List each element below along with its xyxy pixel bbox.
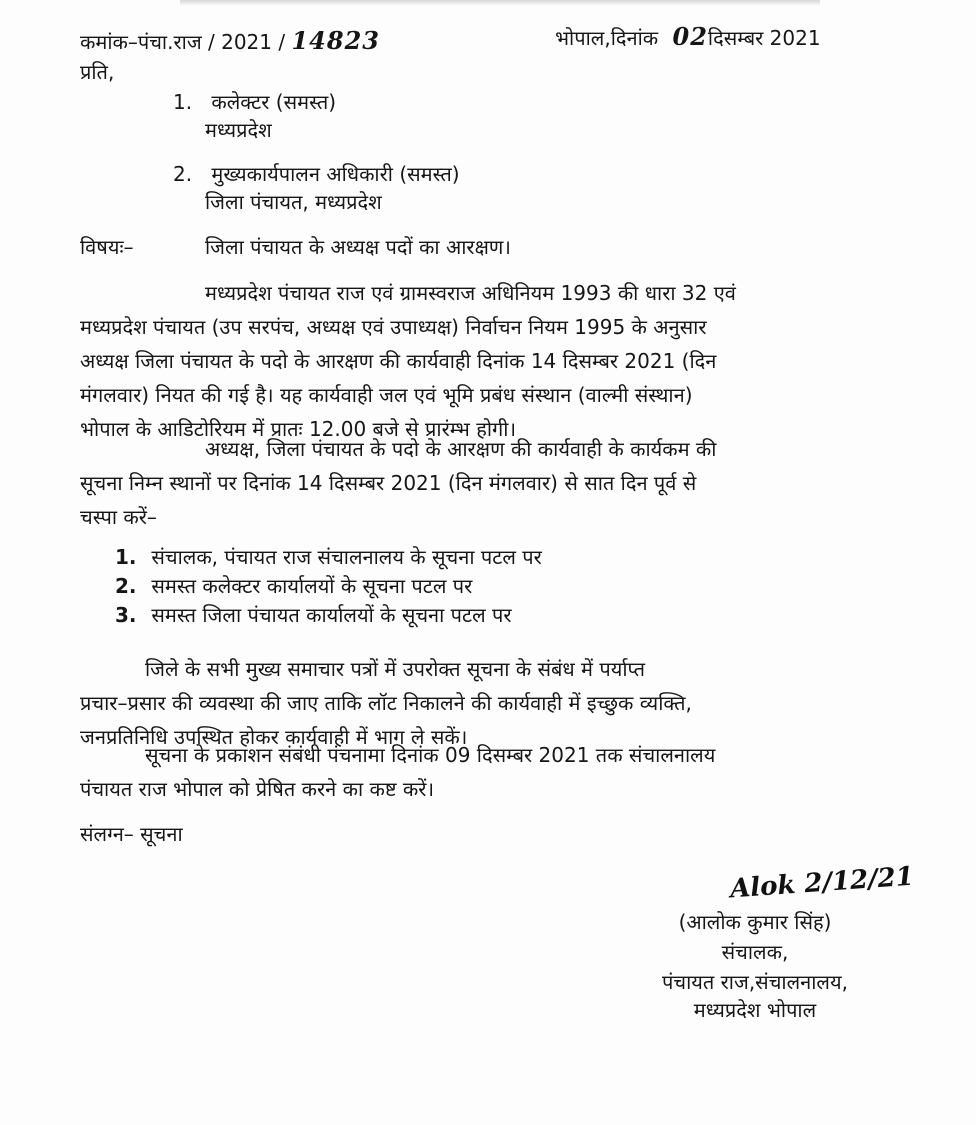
place-item-text: समस्त जिला पंचायत कार्यालयों के सूचना पटल पर	[151, 603, 512, 627]
place-item-3	[115, 601, 512, 628]
paragraph-3-line: जिले के सभी मुख्य समाचार पत्रों में उपरोक्त सूचना के संबंध में पर्याप्त	[145, 657, 646, 681]
handwritten-signature: Alok 2/12/21	[729, 861, 915, 905]
place-item-text: समस्त कलेक्टर कार्यालयों के सूचना पटल पर	[151, 574, 473, 598]
place-item-1	[115, 543, 542, 570]
salutation: प्रति,	[80, 60, 115, 84]
recipient-2-number: 2.	[173, 162, 193, 186]
place-item-number: 3.	[115, 603, 137, 627]
paragraph-1-line: मध्यप्रदेश पंचायत राज एवं ग्रामस्वराज अधिनियम 1993 की धारा 32 एवं	[205, 281, 736, 305]
recipient-2-line1: मुख्यकार्यपालन अधिकारी (समस्त)	[211, 162, 460, 186]
recipient-1	[173, 88, 336, 115]
place-item-text: संचालक, पंचायत राज संचालनालय के सूचना पटल पर	[151, 545, 542, 569]
signatory-office: पंचायत राज,संचालनालय,	[662, 970, 848, 994]
subject-text: जिला पंचायत के अध्यक्ष पदों का आरक्षण।	[205, 235, 511, 259]
paragraph-3-line: जनप्रतिनिधि उपस्थित होकर कार्यवाही में भाग ले सकें।	[80, 725, 468, 749]
paragraph-2-line: अध्यक्ष, जिला पंचायत के पदो के आरक्षण की कार्यवाही के कार्यकम की	[205, 437, 717, 461]
place-date-prefix: भोपाल,दिनांक	[555, 26, 659, 50]
reference-prefix: कमांक–पंचा.राज / 2021 /	[80, 30, 286, 54]
signatory-name: (आलोक कुमार सिंह)	[678, 910, 832, 934]
reference-number	[80, 26, 380, 55]
date-day-handwritten: 02	[672, 22, 708, 51]
paragraph-4	[80, 738, 860, 806]
recipient-1-line1: कलेक्टर (समस्त)	[211, 90, 337, 114]
paragraph-1	[80, 276, 860, 446]
place-date	[555, 22, 821, 51]
top-edge-artifact	[180, 0, 820, 6]
paragraph-4-line: सूचना के प्रकाशन संबंधी पंचनामा दिनांक 09 दिसम्बर 2021 तक संचालनालय	[145, 743, 716, 767]
paragraph-2-line: सूचना निम्न स्थानों पर दिनांक 14 दिसम्बर 2021 (दिन मंगलवार) से सात दिन पूर्व से	[80, 471, 697, 495]
place-item-number: 2.	[115, 574, 137, 598]
recipient-1-number: 1.	[173, 90, 193, 114]
signatory-designation: संचालक,	[721, 940, 789, 964]
paragraph-2-line: चस्पा करें–	[80, 505, 157, 529]
recipient-2-line2: जिला पंचायत, मध्यप्रदेश	[205, 190, 382, 214]
reference-number-handwritten: 14823	[291, 26, 380, 55]
recipient-1-line2: मध्यप्रदेश	[205, 118, 272, 142]
subject-label: विषयः–	[80, 235, 134, 259]
paragraph-4-line: पंचायत राज भोपाल को प्रेषित करने का कष्ट करें।	[80, 777, 435, 801]
paragraph-1-line: अध्यक्ष जिला पंचायत के पदो के आरक्षण की कार्यवाही दिनांक 14 दिसम्बर 2021 (दिन	[80, 349, 717, 373]
recipient-2	[173, 160, 460, 187]
place-item-2	[115, 572, 472, 599]
signatory-location: मध्यप्रदेश भोपाल	[693, 998, 817, 1022]
paragraph-1-line: मध्यप्रदेश पंचायत (उप सरपंच, अध्यक्ष एवं उपाध्यक्ष) निर्वाचन नियम 1995 के अनुसार	[80, 315, 707, 339]
paragraph-2	[80, 432, 860, 534]
paragraph-3-line: प्रचार–प्रसार की व्यवस्था की जाए ताकि लॉट निकालने की कार्यवाही में इच्छुक व्यक्ति,	[80, 691, 692, 715]
enclosure: संलग्न– सूचना	[80, 822, 183, 846]
place-item-number: 1.	[115, 545, 137, 569]
paragraph-1-line: मंगलवार) नियत की गई है। यह कार्यवाही जल एवं भूमि प्रबंध संस्थान (वाल्मी संस्थान)	[80, 383, 693, 407]
paragraph-1-line: भोपाल के आडिटोरियम में प्रातः 12.00 बजे से प्रारंम्भ होगी।	[80, 417, 517, 441]
date-month-year: दिसम्बर 2021	[707, 26, 821, 50]
